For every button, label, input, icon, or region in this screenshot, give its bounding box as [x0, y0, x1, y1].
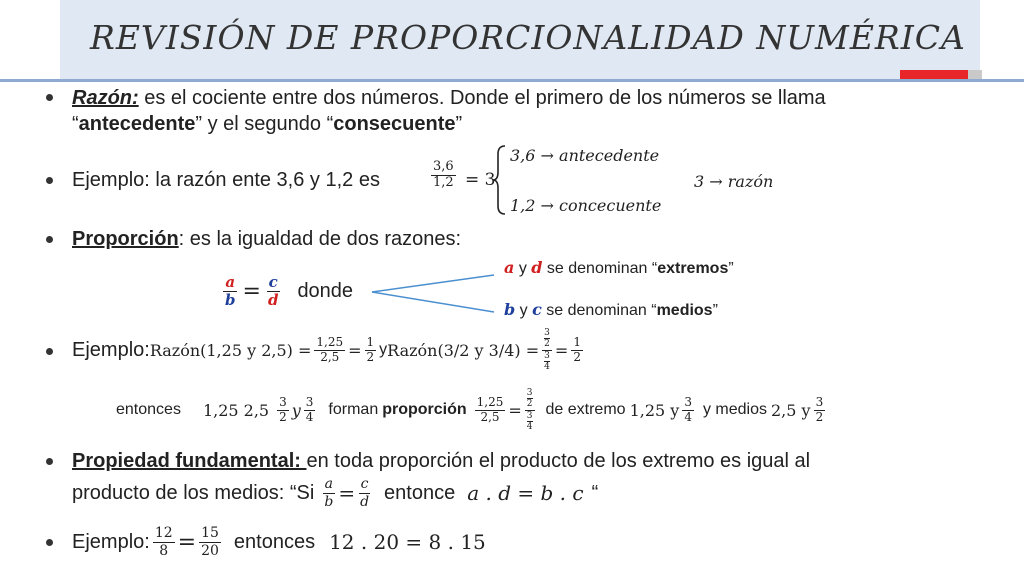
var-d: d [267, 291, 279, 310]
var-c: c [268, 273, 278, 291]
consecuente-word: consecuente [333, 113, 456, 135]
frac-den: 1,2 [433, 174, 454, 190]
de-extremo: de extremo [545, 401, 626, 418]
proporcion-term: Proporción [72, 228, 179, 250]
quote-close: ” [455, 113, 463, 135]
equals: = [242, 279, 261, 305]
frac-den: b [324, 493, 334, 510]
entonce-word: entonce [384, 481, 456, 504]
frac-num: 1 [366, 334, 375, 349]
frac-num: 3 [526, 410, 533, 421]
frac-den: 4 [526, 421, 533, 432]
equals: = [554, 340, 569, 360]
accent-bar-red [900, 70, 968, 79]
quote-close: ” [728, 260, 734, 277]
bullet-dot [46, 539, 53, 546]
propiedad-text2: producto de los medios: “Si [72, 481, 315, 504]
conj-y: y [515, 302, 533, 319]
conj-y: y [291, 400, 301, 420]
frac-num: 3 [544, 327, 550, 338]
entonces-word: entonces [233, 530, 316, 553]
frac-den: 4 [305, 409, 314, 424]
product-expression: 12 . 20 = 8 . 15 [329, 530, 486, 554]
arrows [370, 270, 500, 330]
medios-word: medios [656, 302, 713, 319]
ejemplo2-line [72, 324, 586, 376]
frac-num: 1,25 [316, 334, 344, 349]
bullet-dot [46, 236, 53, 243]
propiedad-line2 [72, 470, 598, 516]
frac-den: 2,5 [320, 349, 340, 364]
frac-num: 15 [201, 525, 219, 542]
equals: = [508, 400, 522, 420]
var-a: a [225, 273, 236, 291]
propiedad-term: Propiedad fundamental: [72, 450, 307, 472]
var-a: a [504, 258, 515, 277]
se-denominan: se denominan “ [541, 302, 657, 319]
proporcion-formula [220, 274, 353, 310]
var-c: c [532, 300, 542, 319]
frac-num: 1 [573, 334, 581, 349]
razon1: Razón(1,25 y 2,5) = [149, 340, 312, 360]
frac-num: c [360, 476, 369, 493]
frac-den: 4 [544, 361, 550, 372]
ejemplo3-line [72, 518, 486, 566]
frac-den: 2,5 [480, 409, 500, 424]
y-medios: y medios [702, 401, 767, 418]
values: 1,25 2,5 [202, 400, 270, 420]
ejemplo1-text: Ejemplo: la razón ente 3,6 y 1,2 es [72, 169, 380, 191]
frac-num: 3,6 [433, 159, 454, 174]
equals: = [177, 529, 197, 555]
frac-num: 3 [526, 387, 533, 398]
brace-bottom: 1,2 → concecuente [510, 196, 662, 215]
extremo-values: 1,25 y [629, 400, 680, 420]
title-divider [0, 79, 1024, 82]
frac-den: 8 [159, 542, 169, 559]
razon-term: Razón: [72, 87, 139, 109]
bullet-dot [46, 348, 53, 355]
conj-y: y [379, 341, 388, 358]
bullet-dot [46, 177, 53, 184]
ejemplo1-eq: = 3 [465, 170, 496, 190]
frac-den: 2 [815, 409, 824, 424]
bullet-dot [46, 94, 53, 101]
frac-num: 3 [684, 394, 692, 409]
se-denominan: se denominan “ [542, 260, 658, 277]
ejemplo-label: Ejemplo: [72, 338, 150, 361]
title-right-margin [982, 0, 1024, 80]
product-expression: a . d = b . c [467, 481, 584, 505]
frac-num: 1,25 [476, 394, 504, 409]
conj-y: y [514, 260, 532, 277]
quote-open: “ [72, 113, 79, 135]
var-d: d [531, 258, 543, 277]
brace-right: 3 → razón [694, 172, 774, 191]
bullet-dot [46, 458, 53, 465]
frac-den: 20 [201, 542, 219, 559]
frac-den: 4 [684, 409, 692, 424]
complex-fraction [525, 388, 535, 432]
title-left-margin [0, 0, 60, 80]
frac-den: 2 [544, 339, 550, 350]
entonces-word: entonces [116, 401, 181, 418]
propiedad-text: en toda proporción el producto de los extremo es igual al [306, 450, 811, 472]
razon2: Razón(3/2 y 3/4) = [387, 340, 540, 360]
frac-den: 2 [279, 409, 287, 424]
equals: = [348, 340, 362, 360]
frac-num: 3 [305, 394, 314, 409]
complex-fraction [542, 328, 552, 372]
frac-num: 12 [154, 525, 173, 542]
frac-num: a [324, 476, 333, 493]
frac-den: 2 [573, 349, 581, 364]
frac-den: 2 [526, 399, 533, 410]
frac-num: 3 [815, 394, 824, 409]
page-title: REVISIÓN DE PROPORCIONALIDAD NUMÉRICA [90, 18, 966, 57]
razon-definition [72, 85, 826, 137]
entonces-line [116, 384, 828, 436]
frac-num: 3 [544, 350, 550, 361]
ejemplo1-fraction [428, 160, 459, 191]
brace-top: 3,6 → antecedente [510, 146, 660, 165]
extremos-word: extremos [657, 260, 729, 277]
equals: = [338, 481, 356, 505]
razon-mid: ” y el segundo “ [195, 113, 334, 135]
frac-den: 2 [366, 349, 375, 364]
left-brace [492, 144, 508, 216]
donde-word: donde [297, 280, 354, 303]
quote-close: “ [591, 481, 599, 504]
medios-values: 2,5 y [770, 400, 811, 420]
frac-num: 3 [279, 394, 287, 409]
forman-word: forman [328, 401, 379, 418]
extremos-note [504, 258, 734, 278]
var-b: b [504, 300, 516, 319]
frac-den: d [360, 493, 370, 510]
quote-close: ” [712, 302, 718, 319]
antecedente-word: antecedente [78, 113, 196, 135]
proporcion-word: proporción [382, 401, 467, 418]
var-b: b [225, 291, 236, 310]
razon-line1: es el cociente entre dos números. Donde el primero de los números se llama [138, 87, 826, 109]
ejemplo-label: Ejemplo: [72, 530, 150, 553]
medios-note [504, 300, 718, 320]
accent-bar-gray [968, 70, 982, 79]
proporcion-rest: : es la igualdad de dos razones: [178, 228, 462, 250]
proporcion-definition [72, 226, 461, 252]
